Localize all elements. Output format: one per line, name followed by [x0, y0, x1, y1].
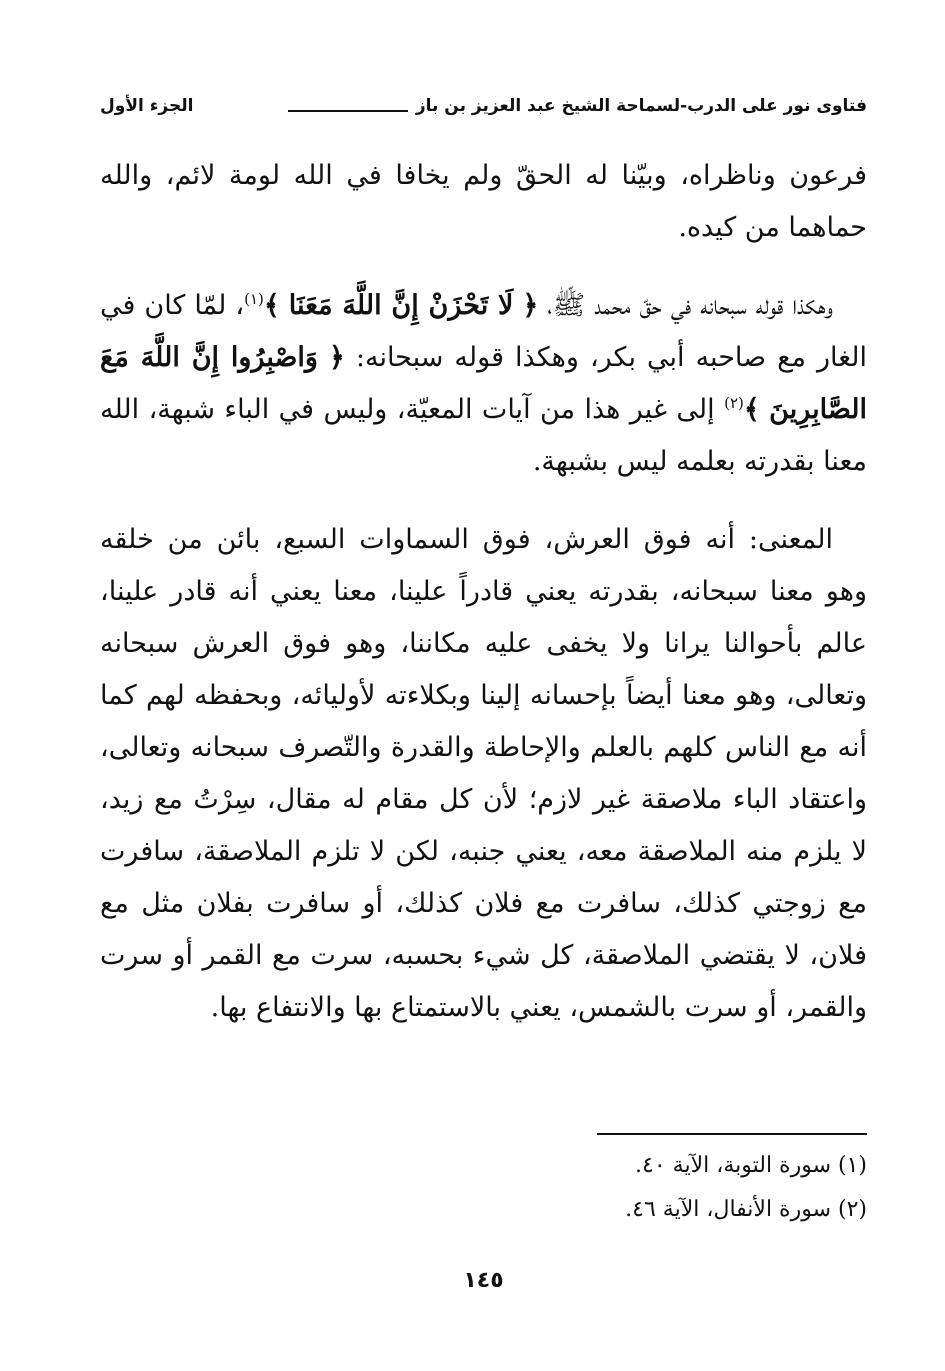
author-name: لسماحة الشيخ عبد العزيز بن باز	[415, 96, 681, 116]
footnotes	[100, 1144, 867, 1232]
header-rule	[288, 110, 408, 112]
book-title: فتاوى نور على الدرب	[687, 96, 867, 116]
paragraph-3: المعنى: أنه فوق العرش، فوق السماوات السبع، بائن من خلقه وهو معنا سبحانه، بقدرته يعني قادراً علينا، معنا يعني أنه قادر علينا، عالم بأحوالنا يرانا ولا يخفى عليه مكاننا، وهو فوق العرش سبحانه وتعالى، وهو معنا أيضاً بإحسانه إلينا وبكلاءته لأوليائه، وبحفظه لهم كما أنه مع الناس كلهم بالعلم والإحاطة والقدرة والتّصرف سبحانه وتعالى، واعتقاد الباء ملاصقة غير لازم؛ لأن كل مقام له مقال، سِرْتُ مع زيد، لا يلزم منه الملاصقة معه، يعني جنبه، لكن لا تلزم الملاصقة، سافرت مع زوجتي كذلك، سافرت مع فلان كذلك، أو سافرت بفلان مثل مع فلان، لا يقتضي الملاصقة، كل شيء بحسبه، سرت مع القمر أو سرت والقمر، أو سرت بالشمس، يعني بالاستمتاع بها والانتفاع بها.	[100, 524, 868, 1023]
paragraph-2-end: إلى غير هذا من آيات المعيّة، وليس في الباء شبهة، الله معنا بقدرته بعلمه ليس بشبهة.	[100, 394, 867, 477]
ornate-bracket-open: ﴿	[522, 290, 539, 321]
ornate-bracket-open: ﴿	[329, 342, 345, 373]
footnote-1: (١) سورة التوبة، الآية ٤٠.	[635, 1153, 867, 1178]
quran-verse-2: وَاصْبِرُوا إِنَّ اللَّهَ مَعَ الصَّابِرِينَ	[100, 342, 867, 425]
ornate-bracket-close: ﴾	[743, 394, 760, 425]
footnote-rule	[597, 1133, 867, 1135]
running-header	[100, 88, 867, 118]
book-page	[100, 88, 867, 1371]
quran-verse-1: لَا تَحْزَنْ إِنَّ اللَّهَ مَعَنَا	[288, 290, 514, 321]
footnote-2: (٢) سورة الأنفال، الآية ٤٦.	[625, 1197, 867, 1222]
body-text	[100, 150, 867, 1034]
footnote-ref-1[interactable]: (١)	[244, 290, 264, 308]
ornate-bracket-close: ﴾	[263, 290, 280, 321]
volume-label: الجزء الأول	[100, 96, 194, 116]
paragraph-1: فرعون وناظراه، وبيّنا له الحقّ ولم يخافا في الله لومة لائم، والله حماهما من كيده.	[100, 160, 867, 243]
paragraph-2	[100, 280, 867, 488]
header-title-group	[280, 94, 867, 118]
footnote-ref-2[interactable]: (٢)	[724, 394, 744, 412]
paragraph-2-middle: ، لمّا كان في الغار مع صاحبه أبي بكر، وهكذا قوله سبحانه:	[100, 290, 867, 373]
paragraph-2-intro: وهكذا قوله سبحانه في حقّ محمد ﷺ،	[538, 290, 833, 321]
page-number: ١٤٥	[463, 1268, 504, 1293]
header-separator: -	[680, 96, 688, 116]
